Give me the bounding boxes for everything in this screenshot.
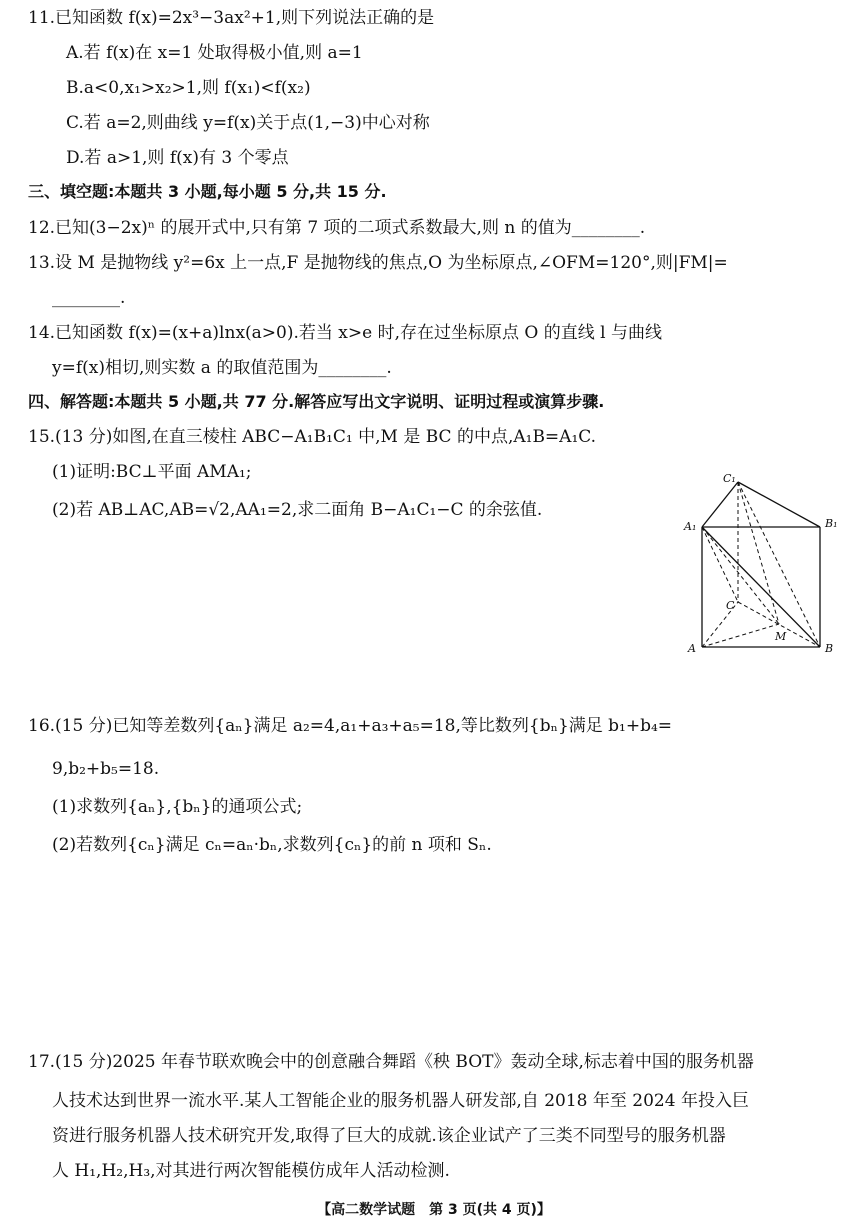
label-b1: B₁ <box>825 517 838 530</box>
q15-part2: (2)若 AB⊥AC,AB=√2,AA₁=2,求二面角 B−A₁C₁−C 的余弦值. <box>52 500 543 520</box>
q16-line1: 16.(15 分)已知等差数列{aₙ}满足 a₂=4,a₁+a₃+a₅=18,等比数列{bₙ}满足 b₁+b₄= <box>28 716 673 736</box>
prism-figure <box>680 470 850 660</box>
q17-line2: 人技术达到世界一流水平.某人工智能企业的服务机器人研发部,自 2018 年至 2024 年投入巨 <box>52 1091 749 1111</box>
q17-line4: 人 H₁,H₂,H₃,对其进行两次智能模仿成年人活动检测. <box>52 1161 450 1181</box>
q13-line2: ________. <box>52 288 126 308</box>
q13-line1: 13.设 M 是抛物线 y²=6x 上一点,F 是抛物线的焦点,O 为坐标原点,∠OFM=120°,则|FM|= <box>28 253 728 273</box>
q17-line3: 资进行服务机器人技术研究开发,取得了巨大的成就.该企业试产了三类不同型号的服务机器 <box>52 1126 726 1146</box>
section-3-heading: 三、填空题:本题共 3 小题,每小题 5 分,共 15 分. <box>28 182 387 201</box>
q16-part2: (2)若数列{cₙ}满足 cₙ=aₙ·bₙ,求数列{cₙ}的前 n 项和 Sₙ. <box>52 835 492 855</box>
q16-line2: 9,b₂+b₅=18. <box>52 759 160 779</box>
q16-part1: (1)求数列{aₙ},{bₙ}的通项公式; <box>52 797 303 817</box>
label-b: B <box>825 642 834 655</box>
q12-text: 12.已知(3−2x)ⁿ 的展开式中,只有第 7 项的二项式系数最大,则 n 的值为________. <box>28 218 646 238</box>
q11-option-c: C.若 a=2,则曲线 y=f(x)关于点(1,−3)中心对称 <box>66 113 430 133</box>
q11-stem: 11.已知函数 f(x)=2x³−3ax²+1,则下列说法正确的是 <box>28 8 435 28</box>
label-c: C <box>726 599 735 612</box>
q14-line2: y=f(x)相切,则实数 a 的取值范围为________. <box>52 358 392 378</box>
q11-option-a: A.若 f(x)在 x=1 处取得极小值,则 a=1 <box>66 43 363 63</box>
q14-line1: 14.已知函数 f(x)=(x+a)lnx(a>0).若当 x>e 时,存在过坐标原点 O 的直线 l 与曲线 <box>28 323 662 343</box>
q15-part1: (1)证明:BC⊥平面 AMA₁; <box>52 462 252 482</box>
label-m: M <box>775 630 787 643</box>
q11-option-d: D.若 a>1,则 f(x)有 3 个零点 <box>66 148 289 168</box>
label-a1: A₁ <box>684 520 697 533</box>
q17-line1: 17.(15 分)2025 年春节联欢晚会中的创意融合舞蹈《秧 BOT》轰动全球,标志着中国的服务机器 <box>28 1052 754 1072</box>
page-footer: 【高二数学试题 第 3 页(共 4 页)】 <box>317 1202 551 1218</box>
label-a: A <box>688 642 696 655</box>
q15-stem: 15.(13 分)如图,在直三棱柱 ABC−A₁B₁C₁ 中,M 是 BC 的中点,A₁B=A₁C. <box>28 427 597 447</box>
label-c1: C₁ <box>723 472 736 485</box>
section-4-heading: 四、解答题:本题共 5 小题,共 77 分.解答应写出文字说明、证明过程或演算步骤. <box>28 392 605 411</box>
q11-option-b: B.a<0,x₁>x₂>1,则 f(x₁)<f(x₂) <box>66 78 311 98</box>
